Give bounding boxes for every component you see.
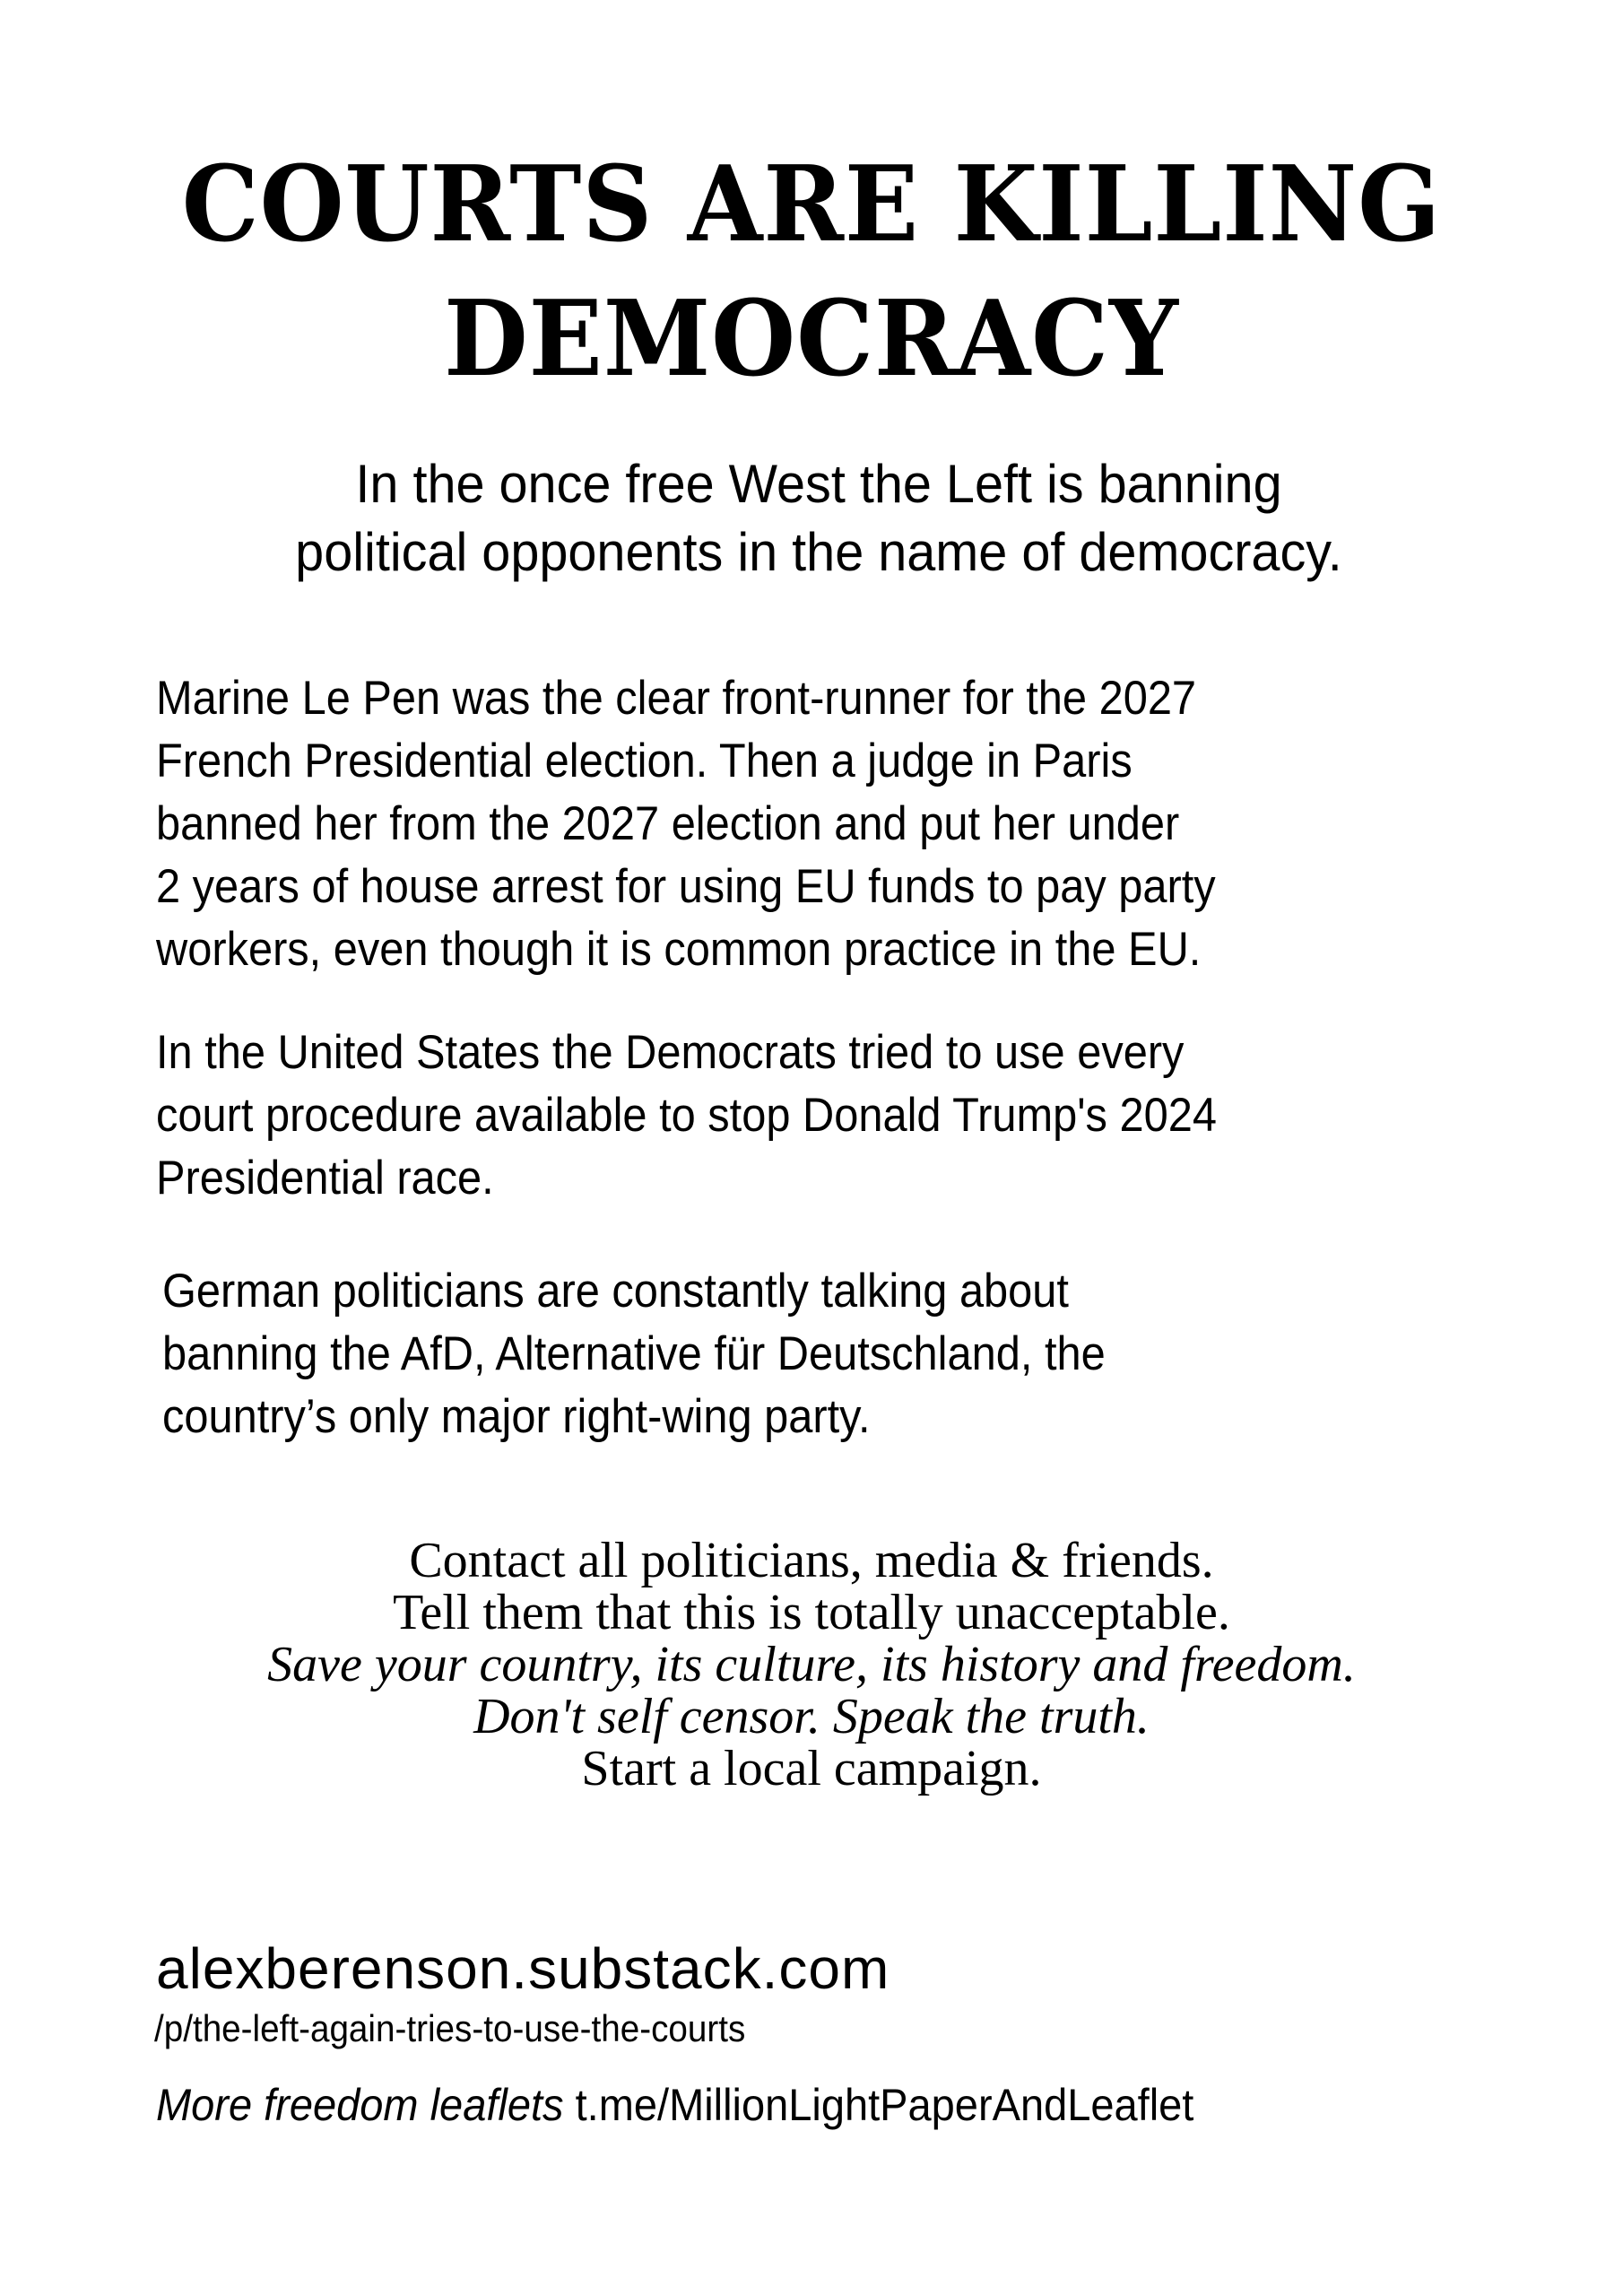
headline-line-2: DEMOCRACY	[444, 278, 1179, 400]
paragraph-line: Marine Le Pen was the clear front-runner for the 2027	[156, 672, 1197, 725]
subtitle-line-2: political opponents in the name of democracy.	[295, 522, 1342, 582]
more-leaflets-line	[156, 2079, 1193, 2131]
headline-line-1: COURTS ARE KILLING	[181, 144, 1442, 265]
cta-line-save: Save your country, its culture, its history and freedom.	[267, 1637, 1356, 1692]
paragraph-line: court procedure available to stop Donald Trump's 2024	[156, 1089, 1217, 1142]
paragraph-line: French Presidential election. Then a judge in Paris	[156, 735, 1133, 787]
cta-line-campaign: Start a local campaign.	[581, 1741, 1042, 1796]
telegram-link[interactable]: t.me/MillionLightPaperAndLeaflet	[575, 2080, 1194, 2130]
paragraph-line: banned her from the 2027 election and put her under	[156, 797, 1180, 850]
more-leaflets-label: More freedom leaflets	[156, 2080, 564, 2130]
paragraph-line: country’s only major right-wing party.	[162, 1390, 871, 1443]
paragraph-line: German politicians are constantly talking about	[162, 1265, 1069, 1318]
cta-line-contact: Contact all politicians, media & friends.	[409, 1533, 1214, 1588]
source-path-link[interactable]: /p/the-left-again-tries-to-use-the-courts	[154, 2007, 746, 2049]
paragraph-line: 2 years of house arrest for using EU funds to pay party	[156, 860, 1216, 913]
paragraph-line: banning the AfD, Alternative für Deutschland, the	[162, 1327, 1106, 1380]
paragraph-line: Presidential race.	[156, 1152, 494, 1205]
subtitle-line-1: In the once free West the Left is banning	[355, 454, 1282, 514]
cta-line-speak: Don't self censor. Speak the truth.	[473, 1689, 1150, 1744]
cta-line-tell: Tell them that this is totally unacceptable.	[393, 1585, 1230, 1640]
paragraph-line: workers, even though it is common practice in the EU.	[156, 923, 1202, 976]
source-domain-link[interactable]: alexberenson.substack.com	[156, 1936, 890, 2001]
paragraph-line: In the United States the Democrats tried to use every	[156, 1026, 1185, 1079]
